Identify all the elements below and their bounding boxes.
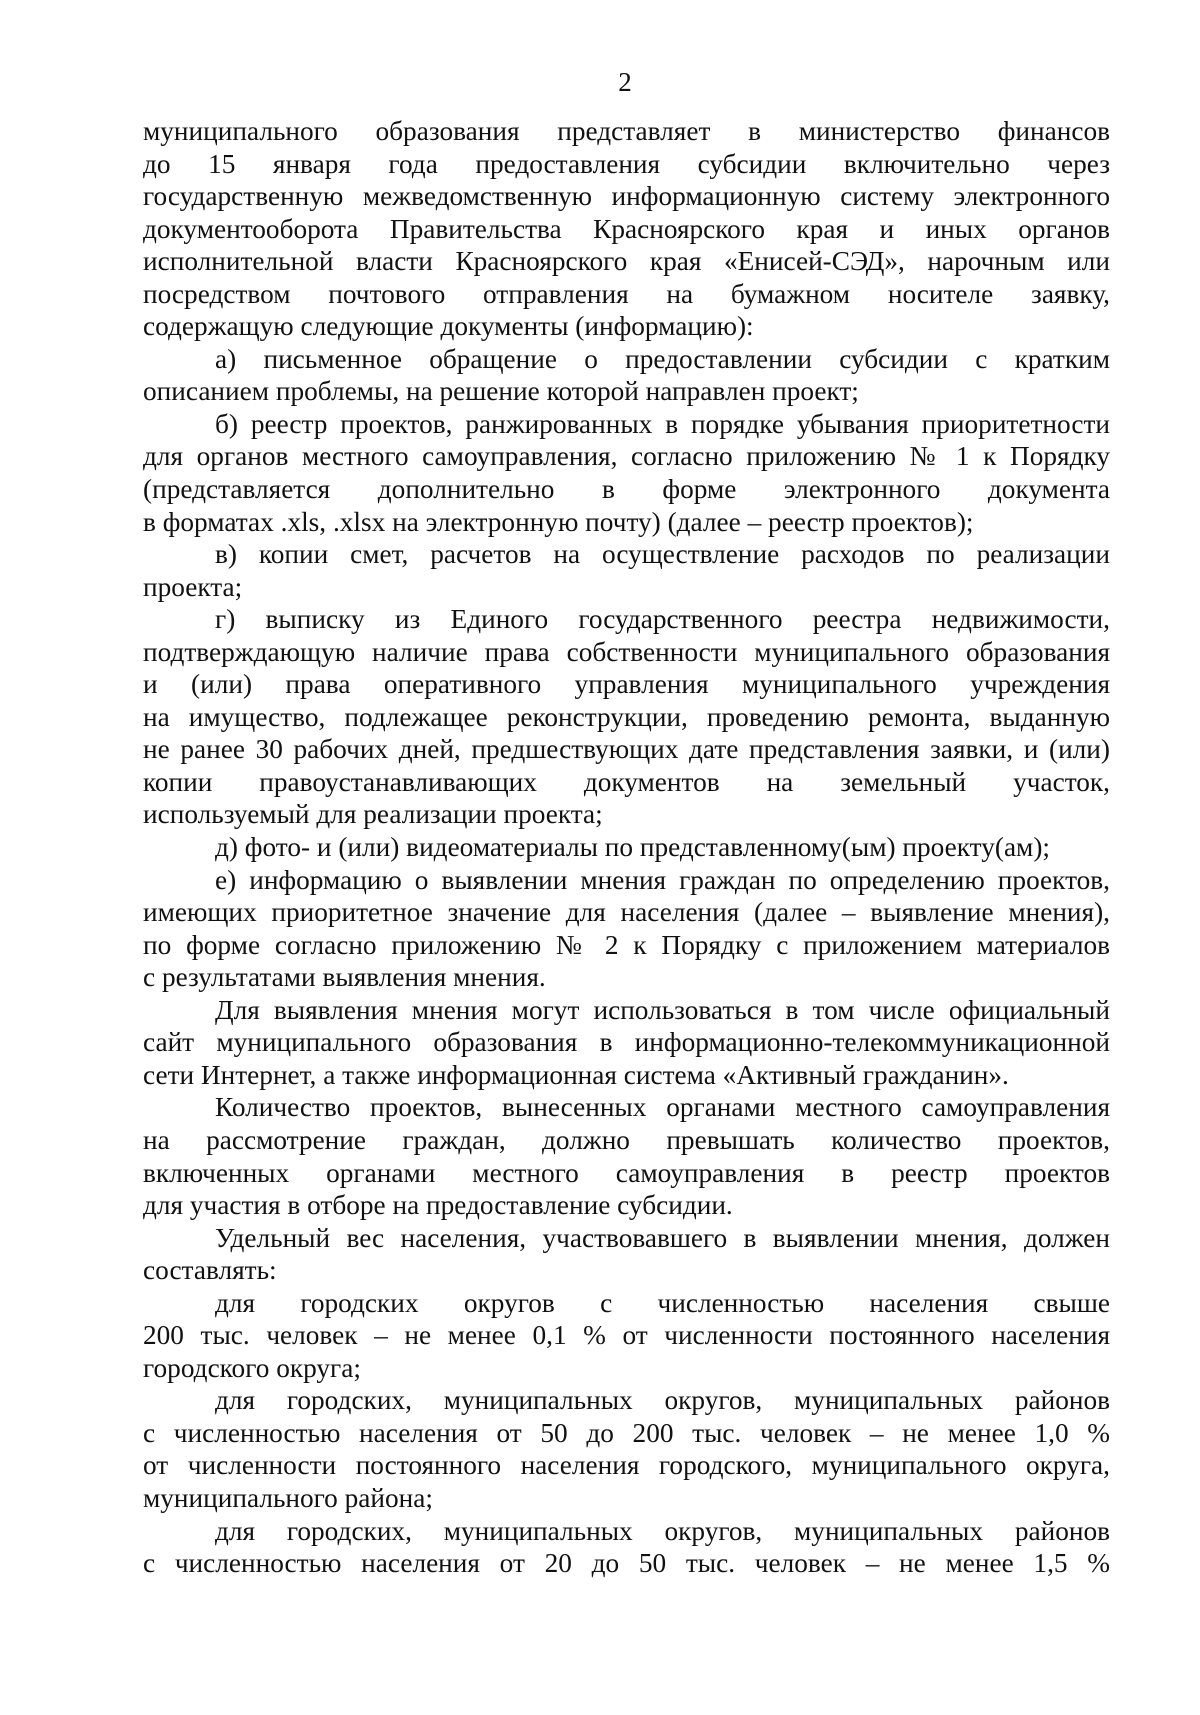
- document-body: [143, 115, 1110, 1580]
- text-line: для городских, муниципальных округов, муниципальных районов: [215, 1385, 1110, 1416]
- text-line: в) копии смет, расчетов на осуществление расходов по реализации: [215, 539, 1110, 570]
- text-line: муниципального района;: [143, 1482, 433, 1513]
- text-line: Количество проектов, вынесенных органами местного самоуправления: [215, 1092, 1110, 1123]
- text-line: описанием проблемы, на решение которой направлен проект;: [143, 376, 859, 407]
- text-line: а) письменное обращение о предоставлении субсидии с кратким: [215, 343, 1110, 374]
- text-line: Удельный вес населения, участвовавшего в выявлении мнения, должен: [215, 1222, 1110, 1253]
- text-line: используемый для реализации проекта;: [143, 799, 603, 830]
- text-line: проекта;: [143, 571, 243, 602]
- text-line: включенных органами местного самоуправления в реестр проектов: [143, 1157, 1110, 1188]
- text-line: имеющих приоритетное значение для населения (далее – выявление мнения),: [143, 897, 1110, 928]
- text-line: д) фото- и (или) видеоматериалы по представленному(ым) проекту(ам);: [215, 832, 1051, 863]
- text-line: от численности постоянного населения городского, муниципального округа,: [143, 1450, 1110, 1481]
- text-line: и (или) права оперативного управления муниципального учреждения: [143, 669, 1110, 700]
- text-line: содержащую следующие документы (информацию):: [143, 311, 754, 342]
- text-line: е) информацию о выявлении мнения граждан по определению проектов,: [215, 864, 1110, 895]
- text-line: составлять:: [143, 1255, 277, 1286]
- text-line: с численностью населения от 20 до 50 тыс. человек – не менее 1,5 %: [143, 1548, 1110, 1579]
- text-line: не ранее 30 рабочих дней, предшествующих дате представления заявки, и (или): [143, 734, 1110, 765]
- text-line: исполнительной власти Красноярского края «Енисей-СЭД», нарочным или: [143, 246, 1110, 277]
- text-line: на рассмотрение граждан, должно превышать количество проектов,: [143, 1124, 1110, 1155]
- text-line: на имущество, подлежащее реконструкции, проведению ремонта, выданную: [143, 701, 1110, 732]
- text-line: с численностью населения от 50 до 200 тыс. человек – не менее 1,0 %: [143, 1417, 1110, 1448]
- text-line: 200 тыс. человек – не менее 0,1 % от численности постоянного населения: [143, 1320, 1110, 1351]
- text-line: для городских округов с численностью населения свыше: [215, 1287, 1110, 1318]
- text-line: по форме согласно приложению № 2 к Порядку с приложением материалов: [143, 929, 1110, 960]
- text-line: б) реестр проектов, ранжированных в порядке убывания приоритетности: [215, 408, 1110, 439]
- text-line: до 15 января года предоставления субсидии включительно через: [143, 148, 1110, 179]
- text-line: сети Интернет, а также информационная система «Активный гражданин».: [143, 1059, 1009, 1090]
- text-line: подтверждающую наличие права собственности муниципального образования: [143, 636, 1110, 667]
- text-line: (представляется дополнительно в форме электронного документа: [143, 474, 1110, 505]
- text-line: муниципального образования представляет в министерство финансов: [143, 116, 1110, 146]
- text-line: городского округа;: [143, 1352, 361, 1383]
- text-line: документооборота Правительства Красноярского края и иных органов: [143, 213, 1110, 244]
- text-line: копии правоустанавливающих документов на земельный участок,: [143, 766, 1110, 797]
- text-line: сайт муниципального образования в информационно-телекоммуникационной: [143, 1027, 1110, 1058]
- text-line: для участия в отборе на предоставление субсидии.: [143, 1190, 733, 1221]
- page-number: 2: [618, 67, 632, 97]
- text-line: для органов местного самоуправления, согласно приложению № 1 к Порядку: [143, 441, 1110, 472]
- text-line: государственную межведомственную информационную систему электронного: [143, 181, 1110, 212]
- text-line: Для выявления мнения могут использоваться в том числе официальный: [215, 994, 1110, 1025]
- text-line: посредством почтового отправления на бумажном носителе заявку,: [143, 278, 1110, 309]
- text-line: для городских, муниципальных округов, муниципальных районов: [215, 1515, 1110, 1546]
- text-line: с результатами выявления мнения.: [143, 962, 546, 993]
- text-line: в форматах .xls, .xlsx на электронную почту) (далее – реестр проектов);: [143, 506, 974, 537]
- text-line: г) выписку из Единого государственного реестра недвижимости,: [215, 604, 1110, 635]
